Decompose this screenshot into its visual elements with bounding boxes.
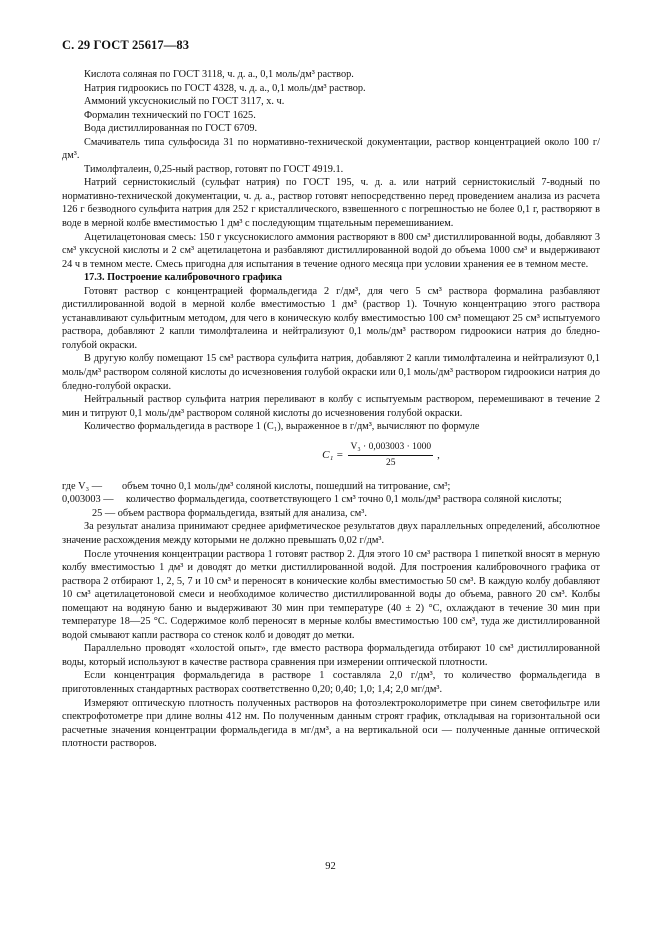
where-value: количество формальдегида, соответствующего 1 см³ точно 0,1 моль/дм³ раствора соляной кислоты; (126, 494, 562, 506)
running-header: С. 29 ГОСТ 25617—83 (62, 38, 190, 52)
page-number: 92 (325, 861, 336, 872)
formula-denominator: 25 (386, 458, 396, 469)
reagent-line: Вода дистиллированная по ГОСТ 6709. (84, 123, 258, 135)
paragraph: Нейтральный раствор сульфита натрия переливают в колбу с испытуемым раствором, перемешивают в течение 2 мин и титруют 0,1 моль/дм³ раствором соляной кислоты до исчезновения голубой окраски. (62, 394, 600, 419)
formula-fraction (348, 441, 433, 471)
where-value: объем точно 0,1 моль/дм³ соляной кислоты, пошедший на титрование, см³; (122, 480, 451, 492)
section-heading: 17.3. Построение калибровочного графика (84, 272, 282, 284)
where-key: где V₃ — (62, 480, 102, 492)
formula (162, 439, 600, 473)
where-line (62, 480, 600, 494)
paragraph: Натрий сернистокислый (сульфат натрия) по ГОСТ 195, ч. д. а. или натрий сернистокислый 7-водный по нормативно-технической документации, ч. д. а., раствор готовят непосредственно перед проведением анализа из расчета 126 г безводного сульфита натрия для 252 г кристаллического, взвешенного с погрешностью не более 0,1 г, растворяют в воде в мерной колбе вместимостью 1 дм³ с последующим тщательным перемешиванием. (62, 177, 600, 230)
paragraph: Готовят раствор с концентрацией формальдегида 2 г/дм³, для чего 5 см³ раствора формалина разбавляют дистиллированной водой в мерной колбе вместимостью 1 дм³ (раствор 1). Точную концентрацию этого раствора устанавливают сульфитным методом, для чего в коническую колбу вместимостью 100 см³ помещают 25 см³ испытуемого раствора, добавляют 2 капли тимолфталеина и нейтрализуют 0,1 моль/дм³ раствором гидроокиси натрия до бледно-голубой окраски. (62, 285, 600, 351)
paragraph: В другую колбу помещают 15 см³ раствора сульфита натрия, добавляют 2 капли тимолфталеина и нейтрализуют 0,1 моль/дм³ раствором соляной кислоты до исчезновения голубой окраски или 0,1 моль/дм³ раствором гидроокиси натрия до бледно-голубой окраски. (62, 353, 600, 392)
paragraph: Смачиватель типа сульфосида 31 по нормативно-технической документации, раствор концентрацией около 100 г/дм³. (62, 136, 600, 162)
where-key: 0,003003 — (62, 494, 114, 506)
paragraph: Ацетилацетоновая смесь: 150 г уксуснокислого аммония растворяют в 800 см³ дистиллированной воды, добавляют 3 см³ уксусной кислоты и 2 см³ ацетилацетона и разбавляют дистиллированной водой до объема 1000 см³ и выдерживают 24 ч в темном месте. Смесь пригодна для испытания в течение одного месяца при условии хранения ее в темном месте. (62, 231, 600, 270)
paragraph: Если концентрация формальдегида в растворе 1 составляла 2,0 г/дм³, то количество формальдегида в приготовленных стандартных растворах соответственно 0,20; 0,40; 1,0; 1,4; 2,0 мг/дм³. (62, 670, 600, 695)
paragraph: За результат анализа принимают среднее арифметическое результатов двух параллельных определений, абсолютное значение расхождения между которыми не должно превышать 0,02 г/дм³. (62, 521, 600, 546)
paragraph: Количество формальдегида в растворе 1 (C₁), выраженное в г/дм³, вычисляют по формуле (84, 421, 480, 433)
reagent-line: Формалин технический по ГОСТ 1625. (84, 109, 256, 121)
paragraph: Измеряют оптическую плотность полученных растворов на фотоэлектроколориметре при синем светофильтре или спектрофотометре при длине волны 412 нм. По полученным данным строят график, откладывая на горизонтальной оси расчетные значения концентрации формальдегида в мг/дм³, а на вертикальной оси — полученные данные оптической плотности растворов. (62, 697, 600, 750)
reagent-line: Натрия гидроокись по ГОСТ 4328, ч. д. а., 0,1 моль/дм³ раствор. (84, 82, 366, 94)
formula-numerator: V₃ · 0,003003 · 1000 (348, 441, 433, 457)
formula-lhs: C₁ = (322, 448, 344, 461)
where-line (62, 493, 600, 507)
reagent-line: Кислота соляная по ГОСТ 3118, ч. д. а., 0,1 моль/дм³ раствор. (84, 69, 354, 80)
formula-comma: , (437, 448, 440, 461)
paragraph: Параллельно проводят «холостой опыт», где вместо раствора формальдегида отбирают 10 см³ дистиллированной воды, который используют в качестве раствора сравнения при измерении оптической плотности. (62, 643, 600, 668)
paragraph: Тимолфталеин, 0,25-ный раствор, готовят по ГОСТ 4919.1. (84, 163, 344, 175)
paragraph: После уточнения концентрации раствора 1 готовят раствор 2. Для этого 10 см³ раствора 1 пипеткой вносят в мерную колбу вместимостью 1 дм³ и доводят до метки дистиллированной водой. Для построения калибровочного графика от раствора 2 отбирают 1, 2, 5, 7 и 10 см³ и переносят в конические колбы вместимостью 50 см³. В каждую колбу добавляют 10 см³ ацетилацетоновой смеси и необходимое количество дистиллированной воды до объема, равного 20 см³. Колбы помещают на водяную баню и выдерживают 30 мин при температуре (40 ± 2) °С, охлаждают в течение 30 мин при температуре 18—25 °С. Содержимое колб переносят в мерные колбы вместимостью 100 см³, туда же дистиллированной водой смывают капли раствора со стенок колб и доводят до метки. (62, 548, 600, 641)
reagent-line: Аммоний уксуснокислый по ГОСТ 3117, х. ч. (84, 96, 285, 108)
page-body (62, 68, 600, 751)
where-line: 25 — объем раствора формальдегида, взятый для анализа, см³. (92, 507, 367, 519)
